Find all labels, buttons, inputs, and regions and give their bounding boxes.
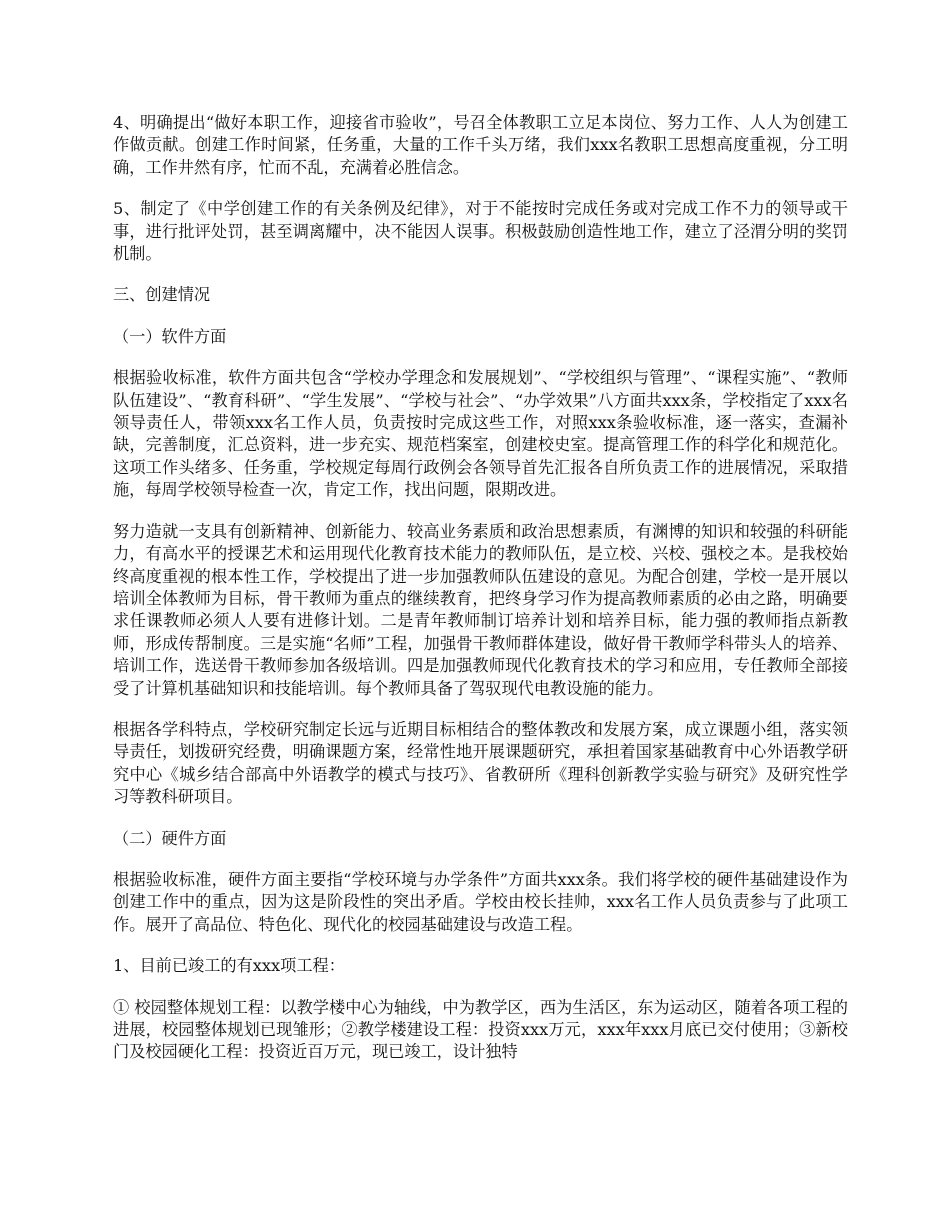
completed-projects-heading: 1、目前已竣工的有xxx项工程：: [113, 956, 345, 976]
paragraph-item-5: 5、制定了《中学创建工作的有关条例及纪律》，对于不能按时完成任务或对完成工作不力的领导或干事，进行批评处罚，甚至调离耀中，决不能因人误事。积极鼓励创造性地工作，建立了泾渭分明的奖罚机制。: [113, 199, 848, 264]
subsection-hardware-heading: （二）硬件方面: [113, 828, 227, 848]
software-paragraph-3: 根据各学科特点，学校研究制定长远与近期目标相结合的整体教改和发展方案，成立课题小组，落实领导责任，划拨研究经费，明确课题方案，经常性地开展课题研究，承担着国家基础教育中心外语教学研究中心《城乡结合部高中外语教学的模式与技巧》、省教研所《理科创新教学实验与研究》及研究性学习等教科研项目。: [113, 719, 848, 807]
software-paragraph-2: 努力造就一支具有创新精神、创新能力、较高业务素质和政治思想素质，有渊博的知识和较强的科研能力，有高水平的授课艺术和运用现代化教育技术能力的教师队伍，是立校、兴校、强校之本。是我校始终高度重视的根本性工作，学校提出了进一步加强教师队伍建设的意见。为配合创建，学校一是开展以培训全体教师为目标，骨干教师为重点的继续教育，把终身学习作为提高教师素质的必由之路，明确要求任课教师必须人人要有进修计划。二是青年教师制订培养计划和培养目标，能力强的教师指点新教师，形成传帮制度。三是实施“名师”工程，加强骨干教师群体建设，做好骨干教师学科带头人的培养、培训工作，选送骨干教师参加各级培训。四是加强教师现代化教育技术的学习和应用，专任教师全部接受了计算机基础知识和技能培训。每个教师具备了驾驭现代电教设施的能力。: [113, 521, 848, 698]
software-paragraph-1: 根据验收标准，软件方面共包含“学校办学理念和发展规划”、“学校组织与管理”、“课程实施”、“教师队伍建设”、“教育科研”、“学生发展”、“学校与社会”、“办学效果”八方面共xxx条，学校指定了xxx名领导责任人，带领xxx名工作人员，负责按时完成这些工作，对照xxx条验收标准，逐一落实，查漏补缺，完善制度，汇总资料，进一步充实、规范档案室，创建校史室。提高管理工作的科学化和规范化。这项工作头绪多、任务重，学校规定每周行政例会各领导首先汇报各自所负责工作的进展情况，采取措施，每周学校领导检查一次，肯定工作，找出问题，限期改进。: [113, 368, 848, 500]
subsection-software-heading: （一）软件方面: [113, 326, 227, 346]
paragraph-item-4: 4、明确提出“做好本职工作，迎接省市验收”，号召全体教职工立足本岗位、努力工作、人人为创建工作做贡献。创建工作时间紧，任务重，大量的工作千头万绪，我们xxx名教职工思想高度重视，分工明确，工作井然有序，忙而不乱，充满着必胜信念。: [113, 113, 848, 177]
document-page: [113, 112, 848, 1083]
hardware-paragraph-1: 根据验收标准，硬件方面主要指“学校环境与办学条件”方面共xxx条。我们将学校的硬件基础建设作为创建工作中的重点，因为这是阶段性的突出矛盾。学校由校长挂帅，xxx名工作人员负责参与了此项工作。展开了高品位、特色化、现代化的校园基础建设与改造工程。: [113, 869, 848, 934]
completed-projects-list: ① 校园整体规划工程：以教学楼中心为轴线，中为教学区，西为生活区，东为运动区，随着各项工程的进展，校园整体规划已现雏形；②教学楼建设工程：投资xxx万元，xxx年xxx月底已交付使用；③新校门及校园硬化工程：投资近百万元，现已竣工，设计独特: [113, 997, 848, 1062]
section-3-heading: 三、创建情况: [113, 285, 211, 305]
